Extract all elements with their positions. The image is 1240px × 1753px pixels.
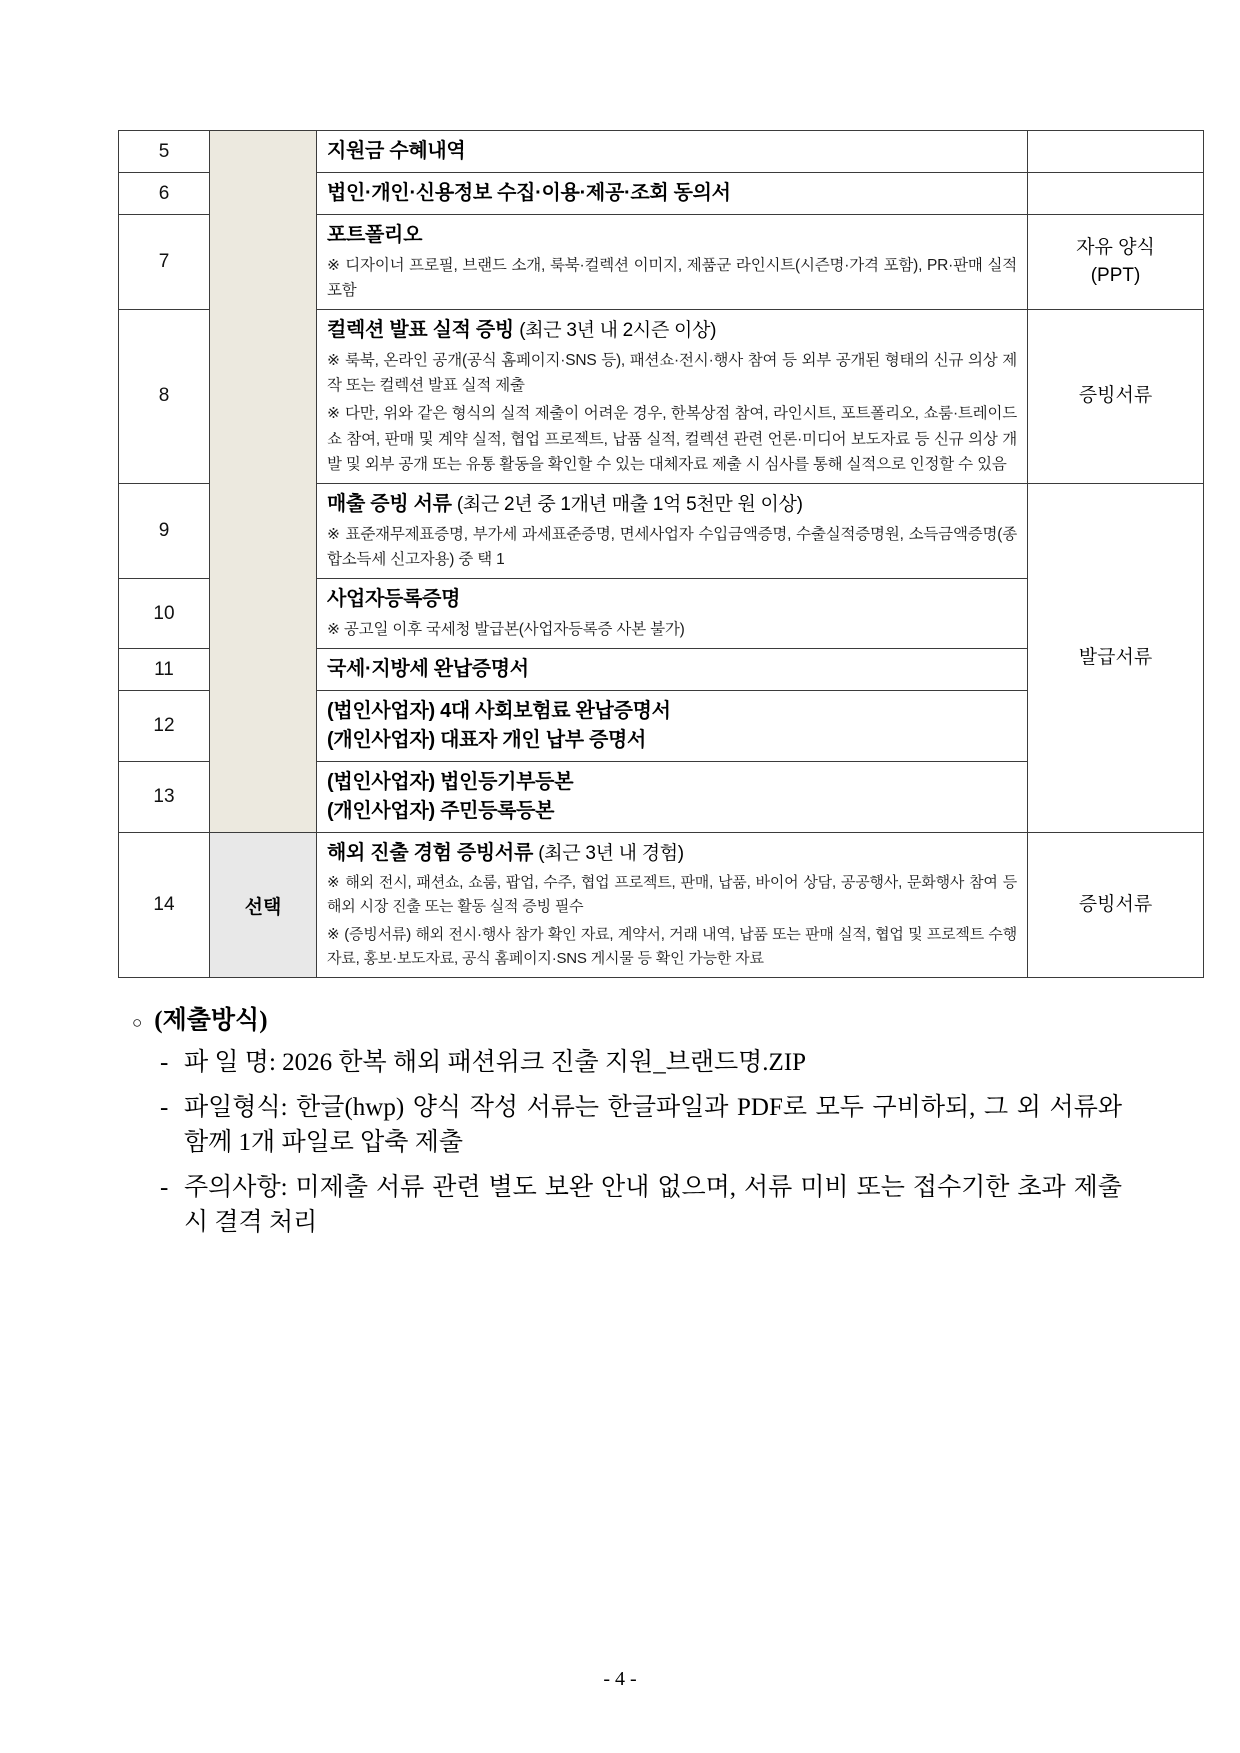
form-type-line1: 자유 양식 [1076, 236, 1155, 258]
dash-bullet-icon: - [160, 1173, 169, 1201]
document-title-main: 컬렉션 발표 실적 증빙 [327, 319, 514, 342]
dash-bullet-icon: - [160, 1049, 169, 1077]
document-note: ※ 디자이너 프로필, 브랜드 소개, 룩북·컬렉션 이미지, 제품군 라인시트(시즌명·가격 포함), PR·판매 실적 포함 [327, 257, 1017, 300]
table-row [119, 833, 1204, 978]
row-number: 8 [119, 310, 210, 484]
document-cell [317, 215, 1028, 310]
document-title-sub: (최근 2년 중 1개년 매출 1억 5천만 원 이상) [456, 493, 803, 515]
document-title [327, 316, 1017, 345]
list-item-text: 주의사항: 미제출 서류 관련 별도 보완 안내 없으며, 서류 미비 또는 접수기한 초과 제출 시 결격 처리 [184, 1173, 1122, 1237]
document-cell [317, 578, 1028, 648]
list-item-text: 파일형식: 한글(hwp) 양식 작성 서류는 한글파일과 PDF로 모두 구비하되, 그 외 서류와 함께 1개 파일로 압축 제출 [184, 1093, 1122, 1157]
document-title: (법인사업자) 법인등기부등본 [327, 771, 574, 794]
document-note: ※ 룩북, 온라인 공개(공식 홈페이지·SNS 등), 패션쇼·전시·행사 참여 등 외부 공개된 형태의 신규 의상 제작 또는 컬렉션 발표 실적 제출 [327, 352, 1017, 395]
list-item [160, 1090, 1122, 1161]
document-cell [317, 691, 1028, 762]
row-number: 10 [119, 578, 210, 648]
document-title-main: 매출 증빙 서류 [327, 492, 452, 515]
list-item [160, 1170, 1122, 1241]
document-note: ※ 공고일 이후 국세청 발급본(사업자등록증 사본 불가) [327, 620, 685, 638]
document-title-line2: (개인사업자) 주민등록등본 [327, 800, 555, 823]
row-number: 14 [119, 833, 210, 978]
form-type: 증빙서류 [1028, 310, 1204, 484]
row-number: 13 [119, 762, 210, 833]
document-note: ※ 표준재무제표증명, 부가세 과세표준증명, 면세사업자 수입금액증명, 수출실적증명원, 소득금액증명(종합소득세 신고자용) 중 택 1 [327, 525, 1017, 568]
document-title: 사업자등록증명 [327, 587, 461, 610]
row-number: 11 [119, 649, 210, 691]
document-cell [317, 649, 1028, 691]
row-number: 6 [119, 173, 210, 215]
row-number: 9 [119, 483, 210, 578]
circle-bullet-icon: ○ [132, 1013, 143, 1033]
document-note: ※ 다만, 위와 같은 형식의 실적 제출이 어려운 경우, 한복상점 참여, 라인시트, 포트폴리오, 쇼룸·트레이드쇼 참여, 판매 및 계약 실적, 협업 프로젝트, 납품 실적, 컬렉션 관련 언론·미디어 보도자료 등 신규 의상 개발 및 외부 공개 또는 유통 활동을 확인할 수 있는 대체자료 제출 시 심사를 통해 실적으로 인정할 수 있음 [327, 405, 1017, 473]
row-type-required [210, 131, 317, 833]
document-note: ※ 해외 전시, 패션쇼, 쇼룸, 팝업, 수주, 협업 프로젝트, 판매, 납품, 바이어 상담, 공공행사, 문화행사 참여 등 해외 시장 진출 또는 활동 실적 증빙 필수 [327, 874, 1017, 916]
form-type [1028, 131, 1204, 173]
table-row [119, 131, 1204, 173]
document-cell [317, 173, 1028, 215]
document-title [327, 839, 1017, 868]
document-cell [317, 833, 1028, 978]
document-title-sub: (최근 3년 내 경험) [538, 843, 684, 865]
row-number: 7 [119, 215, 210, 310]
document-title: 법인·개인·신용정보 수집·이용·제공·조회 동의서 [327, 182, 731, 204]
document-cell [317, 310, 1028, 484]
form-type-line2: (PPT) [1090, 265, 1141, 287]
document-cell [317, 483, 1028, 578]
submission-heading-label: (제출방식) [154, 1007, 268, 1035]
document-cell [317, 131, 1028, 173]
document-title: 포트폴리오 [327, 224, 423, 246]
submission-section [118, 1000, 1122, 1241]
page-number: - 4 - [603, 1668, 637, 1690]
form-type: 발급서류 [1028, 483, 1204, 832]
document-title: 국세·지방세 완납증명서 [327, 658, 529, 681]
required-documents-table [118, 130, 1204, 978]
document-title-line2: (개인사업자) 대표자 개인 납부 증명서 [327, 729, 647, 752]
document-title-sub: (최근 3년 내 2시즌 이상) [519, 320, 717, 342]
form-type [1028, 173, 1204, 215]
document-title: (법인사업자) 4대 사회보험료 완납증명서 [327, 700, 671, 723]
document-title-main: 해외 진출 경험 증빙서류 [327, 842, 533, 865]
row-type-optional: 선택 [210, 833, 317, 978]
row-number: 5 [119, 131, 210, 173]
document-title: 지원금 수혜내역 [327, 140, 466, 162]
document-title [327, 490, 1017, 519]
document-cell [317, 762, 1028, 833]
row-number: 12 [119, 691, 210, 762]
form-type [1028, 215, 1204, 310]
document-note: ※ (증빙서류) 해외 전시·행사 참가 확인 자료, 계약서, 거래 내역, 납품 또는 판매 실적, 협업 및 프로젝트 수행 자료, 홍보·보도자료, 공식 홈페이지·SNS 게시물 등 확인 가능한 자료 [327, 925, 1017, 967]
dash-bullet-icon: - [160, 1093, 169, 1121]
submission-heading [132, 1000, 1122, 1036]
list-item [160, 1045, 1122, 1081]
list-item-text: 파 일 명: 2026 한복 해외 패션위크 진출 지원_브랜드명.ZIP [184, 1049, 807, 1077]
form-type: 증빙서류 [1028, 833, 1204, 978]
